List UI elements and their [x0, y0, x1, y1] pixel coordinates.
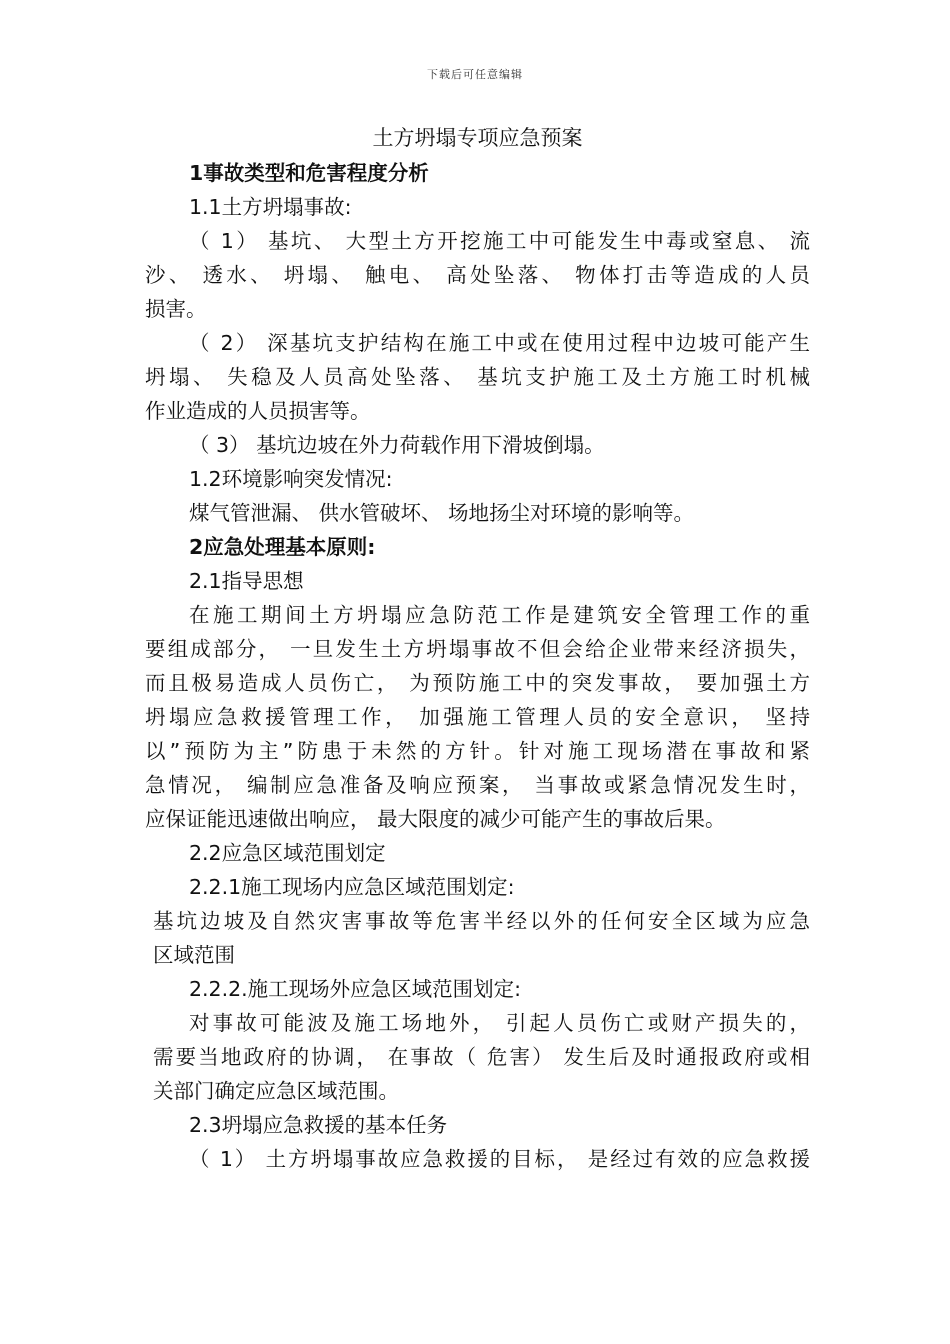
- header-note: 下载后可任意编辑: [427, 68, 523, 81]
- paragraph-line: 在施工期间土方坍塌应急防范工作是建筑安全管理工作的重: [189, 603, 810, 627]
- paragraph-line: 需要当地政府的协调， 在事故（ 危害） 发生后及时通报政府或相: [153, 1045, 810, 1069]
- paragraph-line: 应保证能迅速做出响应， 最大限度的减少可能产生的事故后果。: [145, 807, 726, 831]
- subsection-heading: 2.3坍塌应急救援的基本任务: [189, 1113, 448, 1137]
- paragraph-line: 区域范围: [153, 943, 235, 967]
- paragraph-line: 对事故可能波及施工场地外， 引起人员伤亡或财产损失的，: [189, 1011, 810, 1035]
- paragraph-line: 基坑边坡及自然灾害事故等危害半经以外的任何安全区域为应急: [153, 909, 810, 933]
- paragraph-line: 关部门确定应急区域范围。: [153, 1079, 399, 1103]
- paragraph-line: 要组成部分， 一旦发生土方坍塌事故不但会给企业带来经济损失，: [145, 637, 810, 661]
- subsection-heading: 1.1土方坍塌事故:: [189, 195, 352, 219]
- paragraph-line: （ 1） 基坑、 大型土方开挖施工中可能发生中毒或窒息、 流: [189, 229, 810, 253]
- section-heading: 1事故类型和危害程度分析: [189, 161, 429, 185]
- paragraph-line: 煤气管泄漏、 供水管破坏、 场地扬尘对环境的影响等。: [189, 501, 695, 525]
- subsection-heading: 2.2.2.施工现场外应急区域范围划定:: [189, 977, 522, 1001]
- paragraph-line: （ 3） 基坑边坡在外力荷载作用下滑坡倒塌。: [189, 433, 605, 457]
- paragraph-line: 损害。: [145, 297, 207, 321]
- paragraph-line: 而且极易造成人员伤亡， 为预防施工中的突发事故， 要加强土方: [145, 671, 810, 695]
- paragraph-line: 沙、 透水、 坍塌、 触电、 高处坠落、 物体打击等造成的人员: [145, 263, 810, 287]
- paragraph-line: （ 2） 深基坑支护结构在施工中或在使用过程中边坡可能产生: [189, 331, 810, 355]
- paragraph-line: 作业造成的人员损害等。: [145, 399, 371, 423]
- paragraph-line: 以”预防为主”防患于未然的方针。针对施工现场潜在事故和紧: [145, 739, 810, 763]
- subsection-heading: 2.2应急区域范围划定: [189, 841, 386, 865]
- paragraph-line: （ 1） 土方坍塌事故应急救援的目标， 是经过有效的应急救援: [189, 1147, 810, 1171]
- document-body: [145, 120, 810, 1176]
- section-heading: 2应急处理基本原则:: [189, 535, 376, 559]
- paragraph-line: 急情况， 编制应急准备及响应预案， 当事故或紧急情况发生时，: [145, 773, 810, 797]
- subsection-heading: 1.2环境影响突发情况:: [189, 467, 393, 491]
- paragraph-line: 坍塌、 失稳及人员高处坠落、 基坑支护施工及土方施工时机械: [145, 365, 810, 389]
- subsection-heading: 2.1指导思想: [189, 569, 304, 593]
- paragraph-line: 坍塌应急救援管理工作， 加强施工管理人员的安全意识， 坚持: [145, 705, 810, 729]
- document-title: 土方坍塌专项应急预案: [372, 126, 583, 150]
- subsection-heading: 2.2.1施工现场内应急区域范围划定:: [189, 875, 515, 899]
